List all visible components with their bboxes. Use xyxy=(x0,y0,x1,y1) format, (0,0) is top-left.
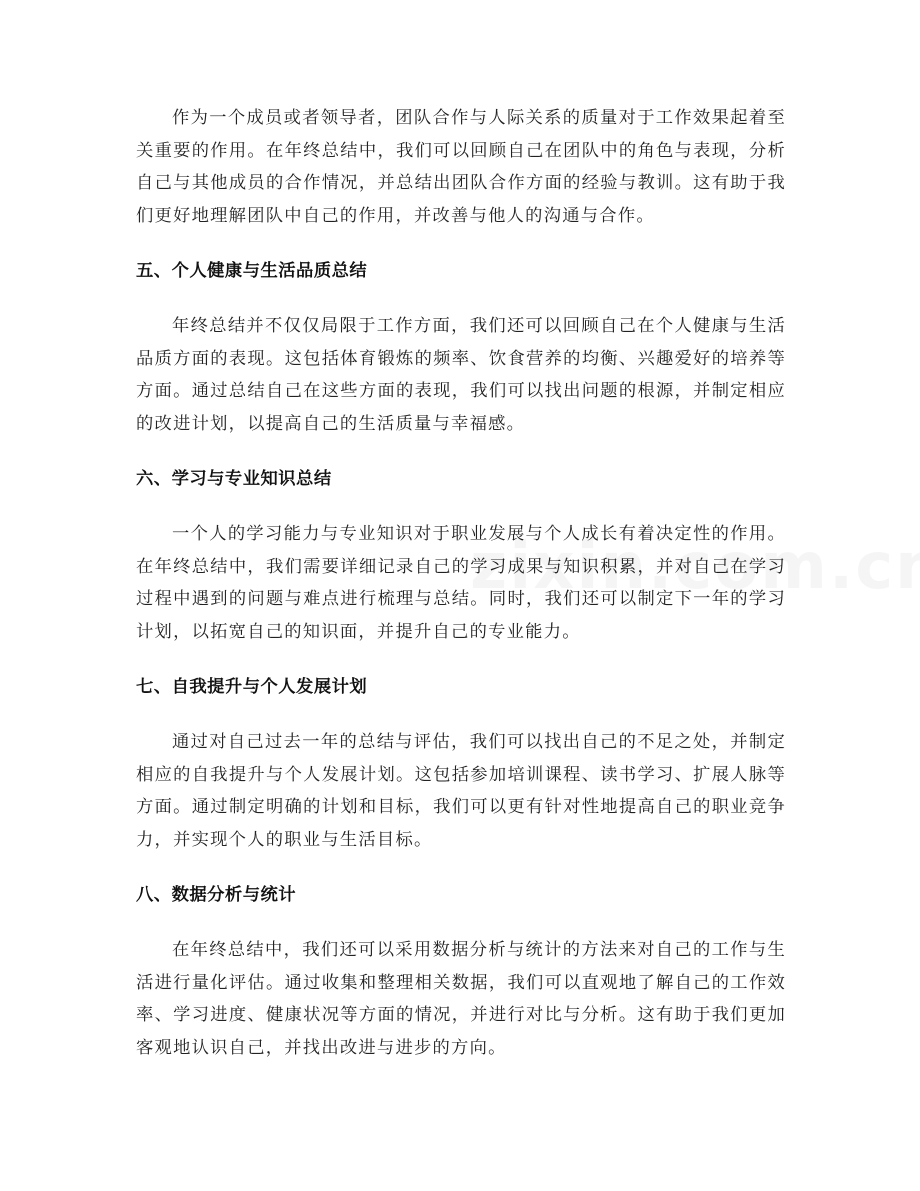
spacer xyxy=(136,700,786,726)
spacer xyxy=(136,908,786,934)
spacer xyxy=(136,492,786,518)
intro-paragraph: 作为一个成员或者领导者，团队合作与人际关系的质量对于工作效果起着至关重要的作用。在年终总结中，我们可以回顾自己在团队中的角色与表现，分析自己与其他成员的合作情况，并总结出团队合作方面的经验与教训。这有助于我们更好地理解团队中自己的作用，并改善与他人的沟通与合作。 xyxy=(136,108,786,226)
section-heading-6: 六、学习与专业知识总结 xyxy=(136,469,332,489)
spacer xyxy=(136,648,786,674)
section-paragraph-6: 一个人的学习能力与专业知识对于职业发展与个人成长有着决定性的作用。在年终总结中，我们需要详细记录自己的学习成果与知识积累，并对自己在学习过程中遇到的问题与难点进行梳理与总结。同时，我们还可以制定下一年的学习计划，以拓宽自己的知识面，并提升自己的专业能力。 xyxy=(136,524,786,642)
section-heading-7: 七、自我提升与个人发展计划 xyxy=(136,677,368,697)
section-paragraph-5: 年终总结并不仅仅局限于工作方面，我们还可以回顾自己在个人健康与生活品质方面的表现。这包括体育锻炼的频率、饮食营养的均衡、兴趣爱好的培养等方面。通过总结自己在这些方面的表现，我们可以找出问题的根源，并制定相应的改进计划，以提高自己的生活质量与幸福感。 xyxy=(136,316,786,434)
spacer xyxy=(136,440,786,466)
spacer xyxy=(136,856,786,882)
spacer xyxy=(136,284,786,310)
section-heading-8: 八、数据分析与统计 xyxy=(136,885,297,905)
section-paragraph-8: 在年终总结中，我们还可以采用数据分析与统计的方法来对自己的工作与生活进行量化评估。通过收集和整理相关数据，我们可以直观地了解自己的工作效率、学习进度、健康状况等方面的情况，并进行对比与分析。这有助于我们更加客观地认识自己，并找出改进与进步的方向。 xyxy=(136,940,786,1058)
section-paragraph-7: 通过对自己过去一年的总结与评估，我们可以找出自己的不足之处，并制定相应的自我提升与个人发展计划。这包括参加培训课程、读书学习、扩展人脉等方面。通过制定明确的计划和目标，我们可以更有针对性地提高自己的职业竞争力，并实现个人的职业与生活目标。 xyxy=(136,732,786,850)
spacer xyxy=(136,232,786,258)
section-heading-5: 五、个人健康与生活品质总结 xyxy=(136,261,368,281)
